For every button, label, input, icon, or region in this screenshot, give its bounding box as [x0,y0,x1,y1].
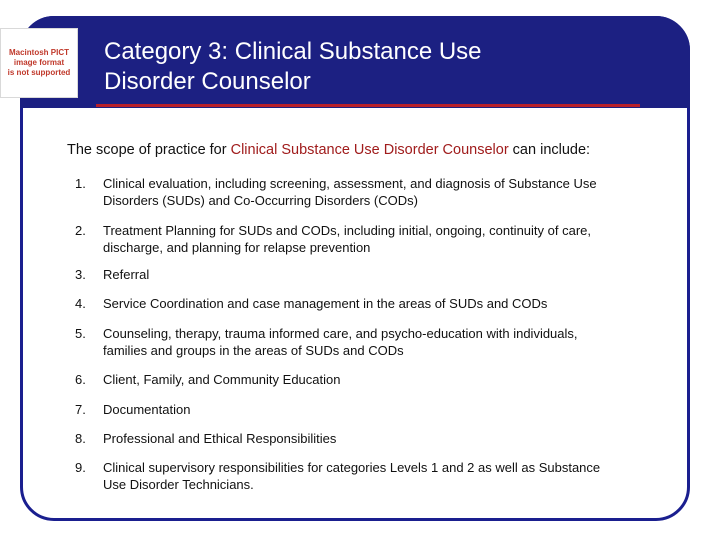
intro-sentence [67,142,687,158]
list-item-text: Professional and Ethical Responsibilities [103,431,337,446]
list-item-text: Client, Family, and Community Education [103,372,341,387]
intro-prefix: The scope of practice for [67,142,231,158]
list-item-text-cont: Disorders (SUDs) and Co-Occurring Disorders (CODs) [103,193,418,208]
slide-title-line-2: Disorder Counselor [104,68,311,95]
logo-line-1: Macintosh PICT [8,48,69,57]
slide-title [104,37,624,97]
list-item-number: 7. [75,402,86,417]
intro-highlight: Clinical Substance Use Disorder Counselor [230,142,509,158]
list-item-number: 6. [75,372,86,387]
list-item-number: 3. [75,267,86,282]
list-item-text: Treatment Planning for SUDs and CODs, including initial, ongoing, continuity of care, [103,223,591,238]
logo-placeholder [0,28,78,98]
list-item-text: Clinical evaluation, including screening, assessment, and diagnosis of Substance Use [103,176,597,191]
list-item-number: 4. [75,296,86,311]
list-item-number: 9. [75,460,86,475]
list-item-text-cont: discharge, and planning for relapse prevention [103,240,371,255]
logo-line-2: image format [13,58,65,67]
slide-title-line-1: Category 3: Clinical Substance Use [104,38,482,65]
list-item-text: Service Coordination and case management in the areas of SUDs and CODs [103,296,548,311]
list-item-text: Referral [103,267,150,282]
list-item-text: Counseling, therapy, trauma informed care, and psycho-education with individuals, [103,326,578,341]
list-item-text-cont: families and groups in the areas of SUDs and CODs [103,343,404,358]
logo-placeholder-text [8,48,71,78]
list-item-number: 8. [75,431,86,446]
list-item-text-cont: Use Disorder Technicians. [103,477,254,492]
list-item-number: 5. [75,326,86,341]
list-item-number: 2. [75,223,86,238]
list-item-text: Documentation [103,402,191,417]
header-accent-rule [96,104,640,107]
list-item-number: 1. [75,176,86,191]
intro-suffix: can include: [508,142,591,158]
logo-line-3: is not supported [7,68,71,77]
list-item-text: Clinical supervisory responsibilities for categories Levels 1 and 2 as well as Substance [103,460,601,475]
